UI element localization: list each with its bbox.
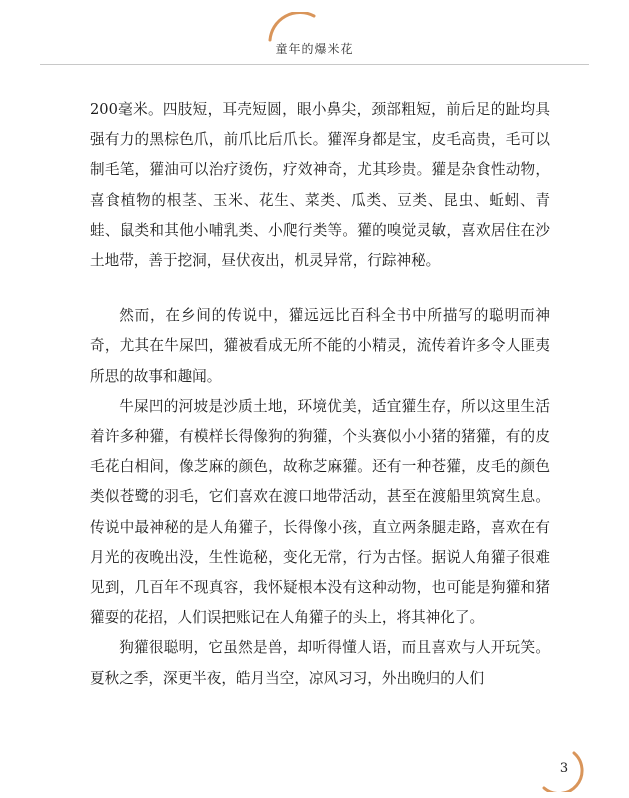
header-divider — [40, 64, 589, 65]
paragraph-2: 然而，在乡间的传说中，獾远远比百科全书中所描写的聪明而神奇，尤其在牛屎凹，獾被看成无所不能的小精灵，流传着许多令人匪夷所思的故事和趣闻。 — [90, 307, 550, 385]
running-header-title: 童年的爆米花 — [275, 42, 354, 56]
paragraph-4: 狗獾很聪明，它虽然是兽，却听得懂人语，而且喜欢与人开玩笑。夏秋之季，深更半夜，皓月当空，凉风习习，外出晚归的人们 — [90, 639, 550, 687]
body-text — [90, 95, 550, 694]
paragraph-3: 牛屎凹的河坡是沙质土地，环境优美，适宜獾生存，所以这里生活着许多种獾，有模样长得像狗的狗獾，个头赛似小小猪的猪獾，有的皮毛花白相间，像芝麻的颜色，故称芝麻獾。还有一种苍獾，皮毛的颜色类似苍鹭的羽毛，它们喜欢在渡口地带活动，甚至在渡船里筑窝生息。传说中最神秘的是人角獾子，长得像小孩，直立两条腿走路，喜欢在有月光的夜晚出没，生性诡秘，变化无常，行为古怪。据说人角獾子很难见到，几百年不现真容，我怀疑根本没有这种动物，也可能是狗獾和猪獾耍的花招，人们误把账记在人角獾子的头上，将其神化了。 — [90, 397, 550, 627]
paragraph-1: 200毫米。四肢短，耳壳短圆，眼小鼻尖，颈部粗短，前后足的趾均具强有力的黑棕色爪，前爪比后爪长。獾浑身都是宝，皮毛高贵，毛可以制毛笔，獾油可以治疗烫伤，疗效神奇，尤其珍贵。獾是杂食性动物，喜食植物的根茎、玉米、花生、菜类、瓜类、豆类、昆虫、蚯蚓、青蛙、鼠类和其他小哺乳类、小爬行类等。獾的嗅觉灵敏，喜欢居住在沙土地带，善于挖洞，昼伏夜出，机灵异常，行踪神秘。 — [90, 101, 550, 270]
page-number: 3 — [559, 761, 569, 776]
page-header — [0, 0, 629, 70]
orange-arc-ornament — [262, 12, 367, 42]
